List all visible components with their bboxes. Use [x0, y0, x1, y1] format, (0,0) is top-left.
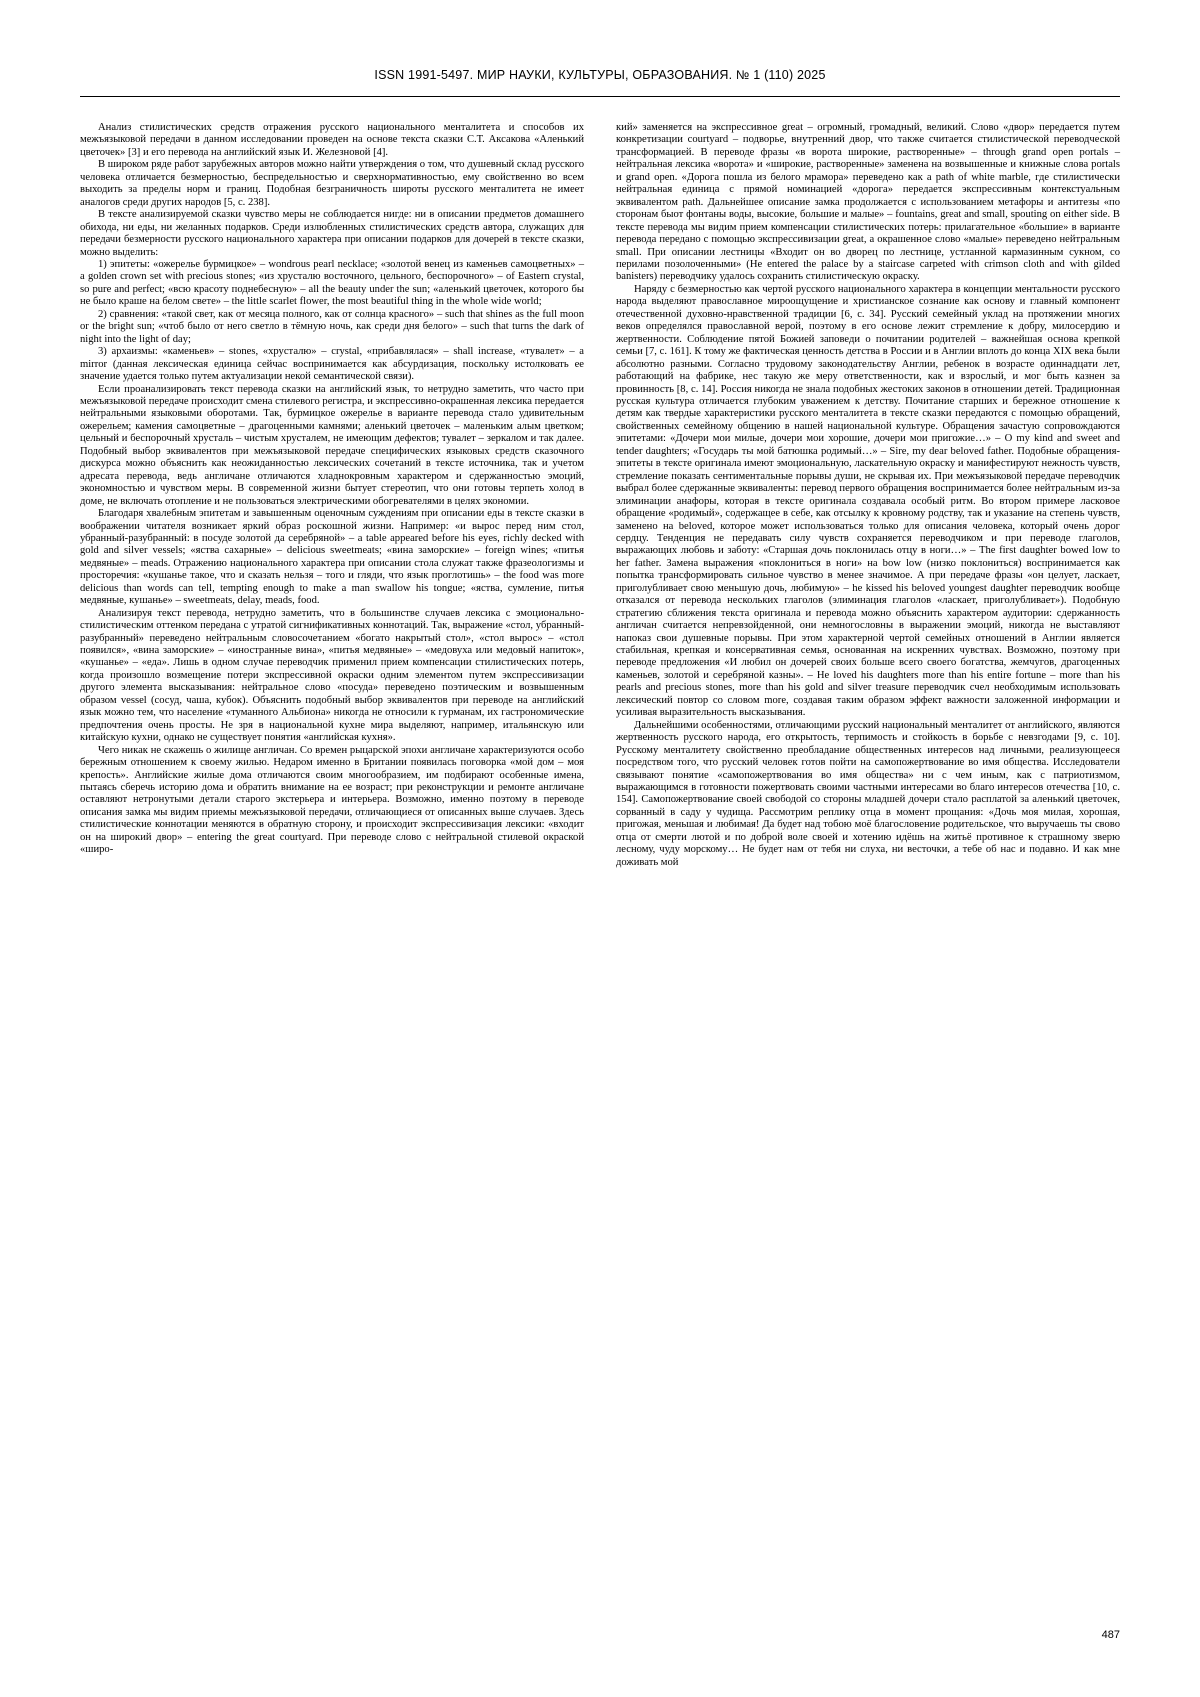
paragraph: 1) эпитеты: «ожерелье бурмицкое» – wondrous pearl necklace; «золотой венец из каменьев самоцветных» – a golden crown set with precious stones; «из хрусталю восточного, цельного, беспорочного» – of Eastern crystal, so pure and perfect; «всю красоту поднебесную» – all the beauty under the sun; «аленький цветочек, которого бы не было краше на белом свете» – the little scarlet flower, the most beautiful thing in the whole wide world; — [80, 258, 584, 308]
paragraph: Анализируя текст перевода, нетрудно заметить, что в большинстве случаев лексика с эмоционально-стилистическим оттенком передана с утратой сигнификативных коннотаций. Так, выражение «стол, убранный-разубранный» переведено нейтральным словосочетанием «богато накрытый стол», «стол вырос» – «стол появился», «вина заморские» – «иностранные вина», «питья медвяные» – «медовуха или медовый напиток», «кушанье» – «еда». Лишь в одном случае переводчик применил прием компенсации стилистических потерь, когда произошло возмещение потери экспрессивной окраски одним элементом путем экспрессивизации другого элемента высказывания: нейтральное слово «посуда» переведено поэтическим и возвышенным образом vessel (сосуд, чаша, кубок). Объяснить подобный выбор эквивалентов при переводе на английский язык можно тем, что население «туманного Альбиона» никогда не относили к гурманам, их гастрономические предпочтения очень просты. Не зря в национальной кухне мира выделяют, например, итальянскую или китайскую кухни, однако не существует понятия «английская кухня». — [80, 607, 584, 744]
paragraph: В тексте анализируемой сказки чувство меры не соблюдается нигде: ни в описании предметов домашнего обихода, ни еды, ни желанных подарков. Среди излюбленных стилистических средств автора, служащих для передачи безмерности русского национального характера при описании подарков для дочерей в тексте сказки, можно выделить: — [80, 209, 584, 258]
paragraph: Дальнейшими особенностями, отличающими русский национальный менталитет от английского, являются жертвенность русского народа, его открытость, терпимость и стойкость в борьбе с невзгодами [9, с. 10]. Русскому менталитету свойственно преобладание общественных интересов над личными, реализующееся посредством того, что русский человек готов пойти на самопожертвование во имя общества. Исследователи связывают понятие «самопожертвования во имя общества» ни с чем иным, как с патриотизмом, выражающимся в готовности пожертвовать своими частными интересами во благо интересов отечества [10, с. 154]. Самопожертвование своей свободой со стороны младшей дочери стало расплатой за аленький цветочек, сорванный в саду у чудища. Рассмотрим реплику отца в момент прощания: «Дочь моя милая, хорошая, пригожая, меньшая и любимая! Да будет над тобою моё благословение родительское, что выручаешь ты свово отца от смерти лютой и по доброй воле своей и хотению идёшь на житьё противное к страшному зверю лесному, чуду морскому… Не будет нам от тебя ни слуха, ни весточки, а тебе об нас и подавно. И как мне доживать мой — [616, 719, 1120, 868]
page-number: 487 — [1101, 1629, 1120, 1641]
running-head: ISSN 1991-5497. МИР НАУКИ, КУЛЬТУРЫ, ОБРАЗОВАНИЯ. № 1 (110) 2025 — [374, 68, 826, 82]
two-column-body — [80, 122, 1120, 1622]
paragraph: Чего никак не скажешь о жилище англичан. Со времен рыцарской эпохи англичане характеризуются особо бережным отношением к своему жилью. Недаром именно в Британии появилась поговорка «мой дом – моя крепость». Английские жилые дома отличаются своим многообразием, им подбирают особенные имена, пытаясь сберечь историю дома и обратить внимание на ее возраст; при реконструкции и ремонте англичане оставляют нетронутыми детали старого экстерьера и интерьера. Возможно, именно поэтому в переводе описания замка мы видим приемы межъязыковой передачи, отличающиеся от описанных выше случаев. Здесь стилистические коннотации меняются в обратную сторону, и происходит экспрессивизация лексики: «входит он на широкий двор» – entering the great courtyard. При переводе слово с нейтральной стилевой окраской «широ- — [80, 744, 584, 856]
paragraph: Наряду с безмерностью как чертой русского национального характера в концепции ментальности русского народа выделяют православное мироощущение и христианское сознание как основу и главный компонент отечественной духовно-нравственной традиции [6, с. 34]. Русский семейный уклад на протяжении многих веков определялся православной верой, поэтому в его основе лежит стремление к добру, милосердию и жертвенности. Соблюдение пятой Божией заповеди о почитании родителей – важнейшая основа крепкой семьи [7, с. 161]. К тому же фактическая ценность детства в России и в Англии вплоть до конца XIX века были абсолютно разными. Согласно трудовому законодательству Англии, ребенок в возрасте одиннадцати лет, работающий на фабрике, нес такую же меру ответственности, как и взрослый, и мог быть казнен за провинность [8, с. 14]. Россия никогда не знала подобных жестоких законов в отношении детей. Традиционная русская культура отличается глубоким уважением к детству. Почитание старших и бережное отношение к детям как твердые характеристики русского менталитета в тексте сказки передаются с помощью обращений, свойственных семейному общению в нашей национальной культуре. Обращения зачастую сопровождаются эпитетами: «Дочери мои милые, дочери мои хорошие, дочери мои пригожие…» – O my kind and sweet and tender daughters; «Государь ты мой батюшка родимый…» – Sire, my dear beloved father. Подобные обращения-эпитеты в тексте оригинала имеют эмоциональную, ласкательную окраску и манифестируют нежность чувств, стремление показать сентиментальные порывы души, не скрывая их. При межъязыковой передаче переводчик выбрал более сдержанные эквиваленты: перевод первого обращения воспринимается более нейтральным из-за элиминации анафоры, которая в тексте оригинала создавала особый ритм. Во втором примере ласковое обращение «родимый», содержащее в себе, как отсылку к кровному родству, так и указание на степень чувств, заменено на beloved, которое может использоваться только для описания человека, который очень дорог сердцу. Тенденция не передавать силу чувств сохраняется переводчиком и при переводе глаголов, выражающих любовь и заботу: «Старшая дочь поклонилась отцу в ноги…» – The first daughter bowed low to her father. Замена выражения «поклониться в ноги» на bow low (низко поклониться) воспринимается как попытка трансформировать сильное чувство в менее значимое. А при передаче фразы «он целует, ласкает, приголубливает свою меньшую дочь, любимую» – he kissed his beloved youngest daughter переводчик вообще отказался от перевода нескольких глаголов (элиминация глаголов «ласкает, приголубливает»). Подобную стратегию сближения текста оригинала и перевода можно объяснить характером аудитории: сдержанность англичан считается непревзойденной, они немногословны в выражении эмоций, никогда не выставляют напоказ свои душевные порывы. При этом характерной чертой семейных отношений в Англии является стабильная, крепкая и консервативная семья, основанная на искренних чувствах. Возможно, поэтому при переводе предложения «И любил он дочерей своих больше всего своего богатства, жемчугов, драгоценных каменьев, золотой и серебряной казны». – He loved his daughters more than his entire fortune – more than his pearls and precious stones, more than his gold and silver treasure переводчик счел необходимым использовать лексический повтор со словом more, создавая таким образом эффект важности заложенной информации и усиливая выразительность высказывания. — [616, 283, 1120, 719]
header-divider — [80, 96, 1120, 97]
paragraph: 3) архаизмы: «каменьев» – stones, «хрусталю» – crystal, «прибавлялася» – shall increase, «тувалет» – a mirror (данная лексическая единица сейчас воспринимается как абсурдизация, поскольку истолковать ее значение удается только путем актуализации некой семантической связи). — [80, 346, 584, 383]
paragraph: Благодаря хвалебным эпитетам и завышенным оценочным суждениям при описании еды в тексте сказки в воображении читателя возникает яркий образ роскошной жизни. Например: «и вырос перед ним стол, убранный-разубранный: в посуде золотой да серебряной» – a table appeared before his eyes, richly decked with gold and silver vessels; «яства сахарные» – delicious sweetmeats; «вина заморские» – foreign wines; «питья медвяные» – meads. Отражению национального характера при описании стола служат также фразеологизмы и просторечия: «кушанье такое, что и сказать нельзя – того и гляди, что язык проглотишь» – the food was more delicious than words can tell, tempting enough to make a man swallow his tongue; «яства, сумление, питья медвяные, кушанье» – sweetmeats, delay, meads, food. — [80, 508, 584, 607]
paragraph: Анализ стилистических средств отражения русского национального менталитета и способов их межъязыковой передачи в данном исследовании проведен на основе текста сказки С.Т. Аксакова «Аленький цветочек» [3] и его перевода на английский язык И. Железновой [4]. — [80, 122, 584, 158]
paragraph: Если проанализировать текст перевода сказки на английский язык, то нетрудно заметить, что часто при межъязыковой передаче происходит смена стилевого регистра, и экспрессивно-окрашенная лексика передается нейтральными языковыми оборотами. Так, бурмицкое ожерелье в варианте перевода стало удивительным ожерельем; камения самоцветные – драгоценными камнями; аленький цветочек – маленьким алым цветком; цельный и беспорочный хрусталь – чистым хрусталем, не имеющим дефектов; тувалет – зеркалом и так далее. Подобный выбор эквивалентов при межъязыковой передаче специфических языковых средств сказочного дискурса можно объяснить как неожиданностью лексических сочетаний в тексте источника, так и учетом адресата перевода, ведь англичане отличаются хладнокровным характером и сдержанностью эмоций, экономностью и чувством меры. В современной жизни бытует стереотип, что они готовы терпеть холод в доме, не включать отопление и не пользоваться электрическими обогревателями в целях экономии. — [80, 383, 584, 507]
right-column — [616, 122, 1120, 1622]
paragraph: 2) сравнения: «такой свет, как от месяца полного, как от солнца красного» – such that shines as the full moon or the bright sun; «чтоб было от него светло в тёмную ночь, как среди дня белого» – such that turns the dark of night into the light of day; — [80, 308, 584, 345]
left-column — [80, 122, 584, 1622]
paragraph: кий» заменяется на экспрессивное great – огромный, громадный, великий. Слово «двор» передается путем конкретизации courtyard – подворье, внутренний двор, что также считается стилистической переводческой трансформацией. В переводе фразы «в ворота широкие, растворенные» – through grand open portals – нейтральная лексика «ворота» и «широкие, растворенные» заменена на возвышенные и книжные слова portals и grand open. «Дорога пошла из белого мрамора» переведено как a path of white marble, где стилистически нейтральная единица с прямой номинацией «дорога» передается экспрессивным контекстуальным эквивалентом path. Дальнейшее описание замка продолжается с использованием метафоры и антитезы «по сторонам быот фонтаны воды, высокие, большие и малые» – fountains, great and small, spouting on either side. В тексте перевода мы видим прием компенсации стилистических потерь: прилагательное «большие» в варианте перевода передано с помощью экспрессивизации great, а окрашенное слово «малые» переведено нейтральным small. При описании лестницы «Входит он во дворец по лестнице, устланной кармазинным сукном, со перилами позолоченными» (He entered the palace by a staircase carpeted with crimson cloth and with gilded banisters) переводчику удалось сохранить стилистическую окраску. — [616, 122, 1120, 283]
paragraph: В широком ряде работ зарубежных авторов можно найти утверждения о том, что душевный склад русского человека отличается безмерностью, беспредельностью и сверхнормативностью, ему свойственно во всем выходить за пределы норм и границ. Подобная безграничность широты русского менталитета не имеет аналогов среди других народов [5, с. 238]. — [80, 159, 584, 208]
